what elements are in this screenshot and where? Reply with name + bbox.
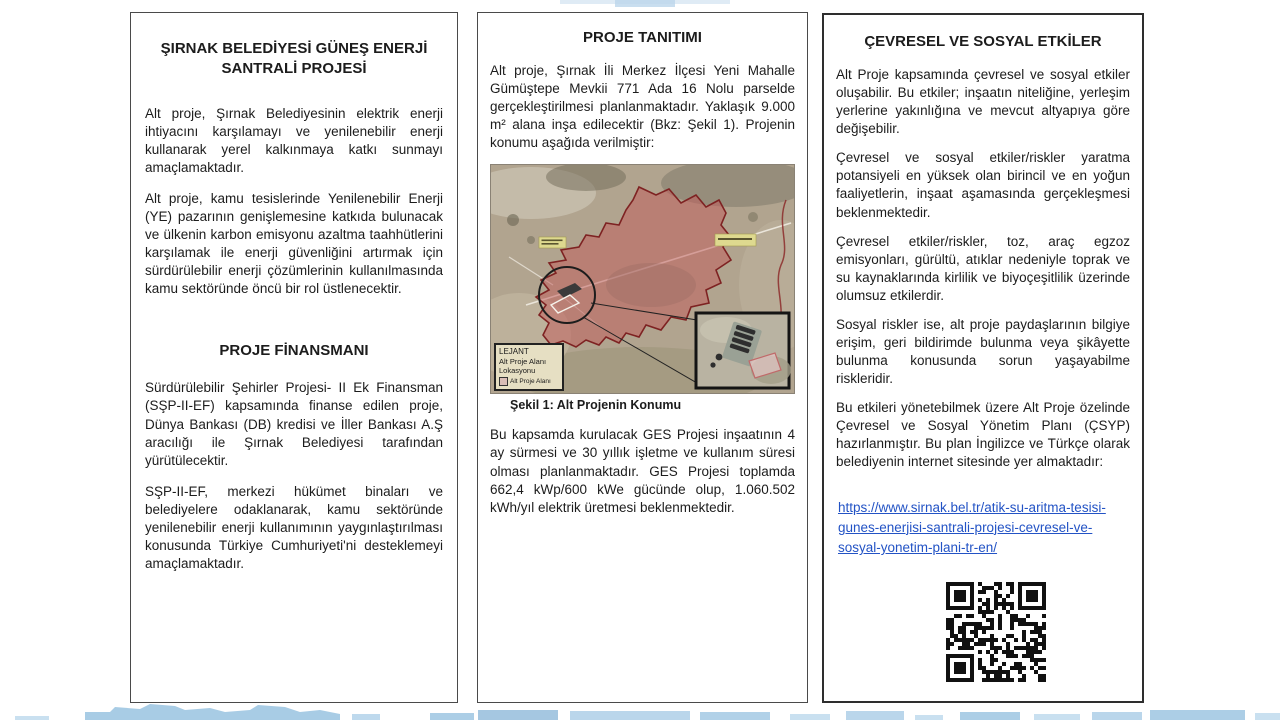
panel-impacts	[822, 13, 1144, 703]
qr-code	[946, 582, 1046, 682]
legend-title: LEJANT	[499, 346, 529, 356]
legend-swatch-icon	[499, 377, 508, 386]
map-label	[539, 237, 566, 248]
qr-code-image	[946, 582, 1046, 682]
intro-heading: PROJE TANITIMI	[583, 29, 702, 46]
legend-item-label: Alt Proje Alanı	[510, 377, 551, 385]
finance-paragraph-2: SŞP-II-EF, merkezi hükümet binaları ve belediyelere odaklanarak, kamu sektöründe yenilenebilir enerji kullanımının yaygınlaştırılması konusunda Türkiye Cumhuriyeti'ni desteklemeyi amaçlamaktadır.	[145, 483, 443, 572]
finance-paragraph-1: Sürdürülebilir Şehirler Projesi- II Ek Finansman (SŞP-II-EF) kapsamında finanse edilen proje, Dünya Bankası (DB) kredisi ve İller Bankası A.Ş aracılığı ile Şırnak Belediyesi tarafından yürütülecektir.	[145, 380, 443, 468]
overview-paragraph-2: Alt proje, kamu tesislerinde Yenilenebilir Enerji (YE) pazarının genişlemesine katkıda bulunacak ve ülkenin karbon emisyonu azaltma taahhütlerini karşılamak ile enerji güvenliğini artırmak için sürdürülebilir enerji çözümlerinin kullanılmasında kamu sektöründe öncü bir rol üstlenecektir.	[145, 190, 443, 297]
bottom-skyline-decoration	[0, 700, 1280, 720]
impacts-paragraph-3: Çevresel etkiler/riskler, toz, araç egzoz emisyonları, gürültü, atıklar nedeniyle toprak ve su kaynaklarında kirlilik ve biyoçeşitlilik üzerinde olumsuz etkilerdir.	[836, 233, 1130, 303]
legend-item	[499, 377, 559, 386]
top-decoration	[560, 0, 730, 8]
figure-caption: Şekil 1: Alt Projenin Konumu	[510, 398, 682, 413]
ges-details-paragraph: Bu kapsamda kurulacak GES Projesi inşaatının 4 ay sürmesi ve 30 yıllık işletme ve kullanım süresi olması planlanmaktadır. GES Projesi toplamda 662,4 kWp/600 kWe gücünde olup, 1.060.502 kWh/yıl elektrik üretmesi beklenmektedir.	[490, 427, 795, 515]
finance-heading: PROJE FİNANSMANI	[219, 342, 369, 360]
intro-paragraph: Alt proje, Şırnak İli Merkez İlçesi Yeni Mahalle Gümüştepe Mevkii 771 Ada 16 Nolu parselde gerçekleştirilmesi planlanmaktadır. Yaklaşık 9.000 m² alana inşa edilecektir (Bkz: Şekil 1). Projenin konumu aşağıda verilmiştir:	[490, 63, 795, 151]
overview-paragraph-1: Alt proje, Şırnak Belediyesinin elektrik enerji ihtiyacını karşılamayı ve yenilenebilir enerji kullanarak yerel kalkınmaya katkı sunmayı amaçlamaktadır.	[145, 105, 443, 175]
legend-line: Alt Proje Alanı	[499, 356, 547, 366]
impacts-heading: ÇEVRESEL VE SOSYAL ETKİLER	[864, 33, 1102, 50]
impacts-paragraph-1: Alt Proje kapsamında çevresel ve sosyal etkiler oluşabilir. Bu etkiler; inşaatın niteliğine, yerleşim yerlerine yakınlığına ve mevcut altyapıya göre değişebilir.	[836, 67, 1130, 137]
impacts-paragraph-5: Bu etkileri yönetebilmek üzere Alt Proje özelinde Çevresel ve Sosyal Yönetim Planı (ÇSYP) hazırlanmıştır. Bu plan İngilizce ve Türkçe olarak belediyenin internet sitesinde yer almaktadır:	[836, 400, 1130, 470]
panel-project-intro	[477, 12, 808, 703]
impacts-paragraph-2: Çevresel ve sosyal etkiler/riskler yaratma potansiyeli en yüksek olan birincil ve en yoğun faaliyetlerin, inşaat aşamasında gerçekleşmesi beklenmektedir.	[836, 150, 1130, 220]
legend-line: Lokasyonu	[499, 366, 536, 376]
project-title: ŞIRNAK BELEDİYESİ GÜNEŞ ENERJİ SANTRALİ PROJESİ	[160, 40, 428, 77]
panel-project-overview	[130, 12, 458, 703]
site-inset	[696, 313, 791, 388]
map-legend	[494, 343, 564, 392]
impacts-paragraph-4: Sosyal riskler ise, alt proje paydaşlarının bilgiye erişim, geri bildirimde bulunma veya şikâyette bulunma konusunda sorun yaşayabilme riskleridir.	[836, 316, 1130, 387]
csyp-plan-link[interactable]: https://www.sirnak.bel.tr/atik-su-aritma-tesisi-gunes-enerjisi-santrali-projesi-cevresel-ve-sosyal-yonetim-plani-tr-en/	[838, 499, 1106, 556]
location-map	[491, 165, 794, 393]
